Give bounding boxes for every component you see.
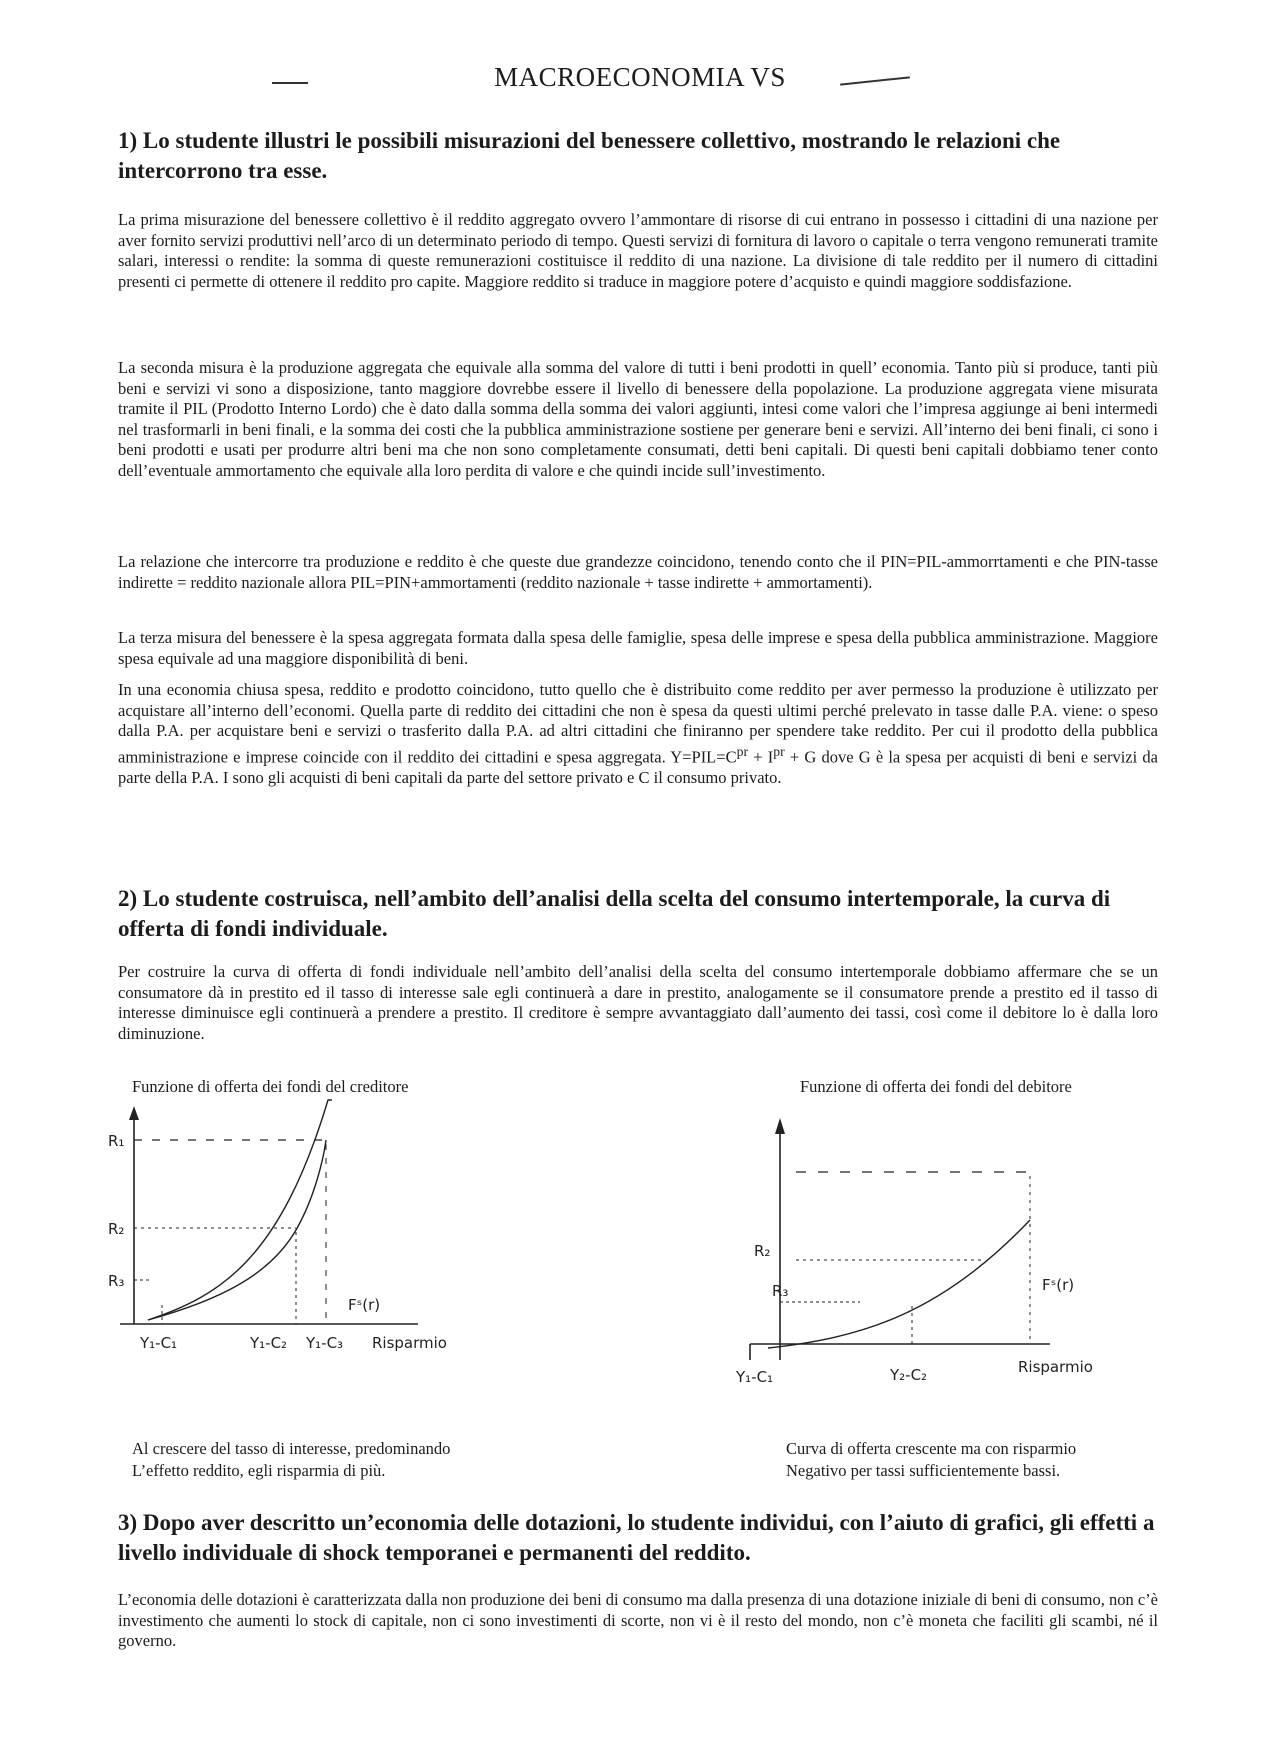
q1-p5-sup-1: pr — [736, 743, 749, 759]
q2-paragraph-1 — [118, 962, 1158, 1044]
right-label-x2: Y₂-C₂ — [890, 1366, 928, 1384]
left-supply-curve — [148, 1100, 332, 1320]
q1-paragraph-1 — [118, 210, 1158, 292]
right-label-xaxis: Risparmio — [1018, 1358, 1093, 1376]
q1-paragraph-3 — [118, 552, 1158, 593]
right-supply-curve — [768, 1220, 1030, 1348]
q1-paragraph-5 — [118, 680, 1158, 788]
q1-p5-after: + G dove G è la spesa per acquisti di beni e servizi da parte della P.A. I sono gli acquisti di beni capitali da parte del settore privato e C il consumo privato. — [118, 747, 1158, 787]
left-label-x2: Y₁-C₂ — [250, 1334, 288, 1352]
right-label-r2: R₂ — [754, 1242, 771, 1260]
left-supply-curve-main — [148, 1140, 326, 1320]
q1-paragraph-4 — [118, 628, 1158, 669]
right-label-fn: Fˢ(r) — [1042, 1276, 1075, 1294]
right-graph-caption-line-1: Curva di offerta crescente ma con risparmio — [786, 1439, 1077, 1458]
left-label-r2: R₂ — [108, 1220, 125, 1238]
q1-p3-text: La relazione che intercorre tra produzione e reddito è che queste due grandezze coincidono, tenendo conto che il PIN=PIL-ammorrtamenti e che PIN-tasse indirette = reddito nazionale allora PIL=PIN+ammortamenti (reddito nazionale + tasse indirette + ammortamenti). — [118, 552, 1158, 592]
q1-paragraph-2 — [118, 358, 1158, 481]
question-2: 2) Lo studente costruisca, nell’ambito dell’analisi della scelta del consumo intertemporale, la curva di offerta di fondi individuale. — [118, 886, 1111, 941]
left-graph-title: Funzione di offerta dei fondi del creditore — [132, 1077, 409, 1096]
right-graph-caption-line-2: Negativo per tassi sufficientemente bassi. — [786, 1461, 1061, 1480]
q1-p5-text — [118, 680, 1158, 788]
q1-p2-text: La seconda misura è la produzione aggregata che equivale alla somma del valore di tutti i beni prodotti in quell’ economia. Tanto più si produce, tanti più beni e servizi vi sono a disposizione, tanto maggiore dovrebbe essere il livello di benessere della popolazione. La produzione aggregata viene misurata tramite il PIL (Prodotto Interno Lordo) che è dato dalla somma della somma dei valori aggiunti, intesi come valori che l’impresa aggiunge ai beni intermedi nel trasformarli in beni finali, e la somma dei costi che la pubblica amministrazione sostiene per generare beni e servizi. All’interno dei beni finali, ci sono i beni prodotti e usati per produrre altri beni ma che non sono completamente consumati, detti beni capitali. Di questi beni capitali dobbiamo tener conto dell’eventuale ammortamento che equivale alla loro perdita di valore e che quindi incide sull’investimento. — [118, 358, 1158, 480]
page-title: MACROECONOMIA VS — [494, 62, 786, 92]
left-label-r3: R₃ — [108, 1272, 125, 1290]
right-graph-title: Funzione di offerta dei fondi del debitore — [800, 1077, 1072, 1096]
left-graph-caption-line-2: L’effetto reddito, egli risparmia di più. — [132, 1461, 386, 1480]
left-label-fn: Fˢ(r) — [348, 1296, 381, 1314]
right-y-arrow — [775, 1118, 785, 1134]
question-1: 1) Lo studente illustri le possibili misurazioni del benessere collettivo, mostrando le relazioni che intercorrono tra esse. — [118, 128, 1061, 183]
left-y-arrow — [129, 1106, 139, 1120]
left-label-r1: R₁ — [108, 1132, 125, 1150]
question-3: 3) Dopo aver descritto un’economia delle dotazioni, lo studente individui, con l’aiuto di grafici, gli effetti a livello individuale di shock temporanei e permanenti del reddito. — [118, 1510, 1155, 1565]
q1-p5-before: In una economia chiusa spesa, reddito e prodotto coincidono, tutto quello che è distribuito come reddito per aver permesso la produzione è utilizzato per acquistare all’interno dell’economi. Quella parte di reddito dei cittadini che non è spesa da questi ultimi perché prelevato in tasse dalle P.A. viene: o speso dalla P.A. per acquistare beni e servizi o trasferito dalla P.A. ad altri cittadini che finiranno per spendere take reddito. Per cui il prodotto della pubblica amministrazione e imprese coincide con il reddito dei cittadini e spesa aggregata. Y=PIL=C — [118, 680, 1158, 766]
q1-p1-text: La prima misurazione del benessere collettivo è il reddito aggregato ovvero l’ammontare di risorse di cui entrano in possesso i cittadini di una nazione per aver fornito servizi produttivi nell’arco di un determinato periodo di tempo. Questi servizi di fornitura di lavoro o capitale o terra vengono remunerati tramite salari, interessi o rendite: la somma di queste remunerazioni costituisce il reddito di una nazione. La divisione di tale reddito per il numero di cittadini presenti ci permette di ottenere il reddito pro capite. Maggiore reddito si traduce in maggiore potere d’acquisto e quindi maggiore soddisfazione. — [118, 210, 1158, 291]
creditor-supply-graph — [110, 1100, 450, 1400]
q1-p4-text: La terza misura del benessere è la spesa aggregata formata dalla spesa delle famiglie, spesa delle imprese e spesa della pubblica amministrazione. Maggiore spesa equivale ad una maggiore disponibilità di beni. — [118, 628, 1158, 668]
q3-p1-text: L’economia delle dotazioni è caratterizzata dalla non produzione dei beni di consumo ma dalla presenza di una dotazione iniziale di beni di consumo, non c’è investimento che aumenti lo stock di capitale, non ci sono investimenti di scorte, non vi è il resto del mondo, non c’è moneta che faciliti gli scambi, né il governo. — [118, 1590, 1158, 1650]
q2-p1-text: Per costruire la curva di offerta di fondi individuale nell’ambito dell’analisi della scelta del consumo intertemporale dobbiamo affermare che se un consumatore dà in prestito ed il tasso di interesse sale egli continuerà a dare in prestito, analogamente se il consumatore prende a prestito ed il tasso di interesse diminuisce egli continuerà a prendere a prestito. Il creditore è sempre avvantaggiato dall’aumento dei tassi, così come il debitore lo è dalla loro diminuzione. — [118, 962, 1158, 1043]
right-label-x1: Y₁-C₁ — [736, 1368, 774, 1386]
right-label-r3: R₃ — [772, 1282, 789, 1300]
left-label-x3: Y₁-C₃ — [306, 1334, 344, 1352]
q1-p5-sup-2: pr — [773, 743, 785, 759]
left-label-x1: Y₁-C₁ — [140, 1334, 178, 1352]
left-label-xaxis: Risparmio — [372, 1334, 447, 1352]
debtor-supply-graph — [736, 1110, 1160, 1410]
left-graph-caption-line-1: Al crescere del tasso di interesse, predominando — [132, 1439, 451, 1458]
q3-paragraph-1 — [118, 1590, 1158, 1652]
q1-p5-mid: + I — [748, 747, 774, 766]
